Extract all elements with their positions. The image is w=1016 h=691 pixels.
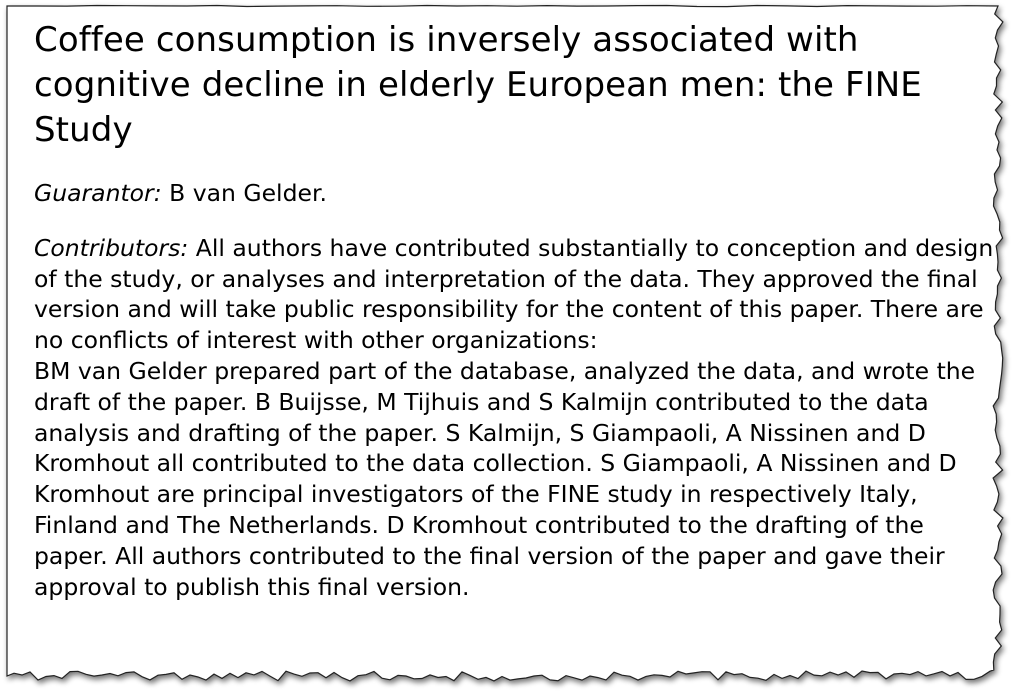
contributors-text: All authors have contributed substantially to conception and design of the study, or analyses and interpretation of the data. They approved the final version and will take public responsibility for the content of this paper. There are no conflicts of interest with other organizations:: [34, 233, 994, 355]
contributors-label: Contributors:: [34, 233, 189, 262]
document-body: [34, 18, 1004, 602]
contributors-paragraph: [34, 233, 1004, 356]
guarantor-label: Guarantor:: [34, 179, 162, 207]
guarantor-paragraph: [34, 178, 1004, 209]
document-title: Coffee consumption is inversely associated with cognitive decline in elderly European men: the FINE Study: [34, 20, 922, 150]
guarantor-text: B van Gelder.: [169, 179, 327, 207]
contribution-details: BM van Gelder prepared part of the database, analyzed the data, and wrote the draft of the paper. B Buijsse, M Tijhuis and S Kalmijn contributed to the data analysis and drafting of the paper. S Kalmijn, S Giampaoli, A Nissinen and D Kromhout all contributed to the data collection. S Giampaoli, A Nissinen and D Kromhout are principal investigators of the FINE study in respectively Italy, Finland and The Netherlands. D Kromhout contributed to the drafting of the paper. All authors contributed to the final version of the paper and gave their approval to publish this final version.: [34, 356, 976, 601]
